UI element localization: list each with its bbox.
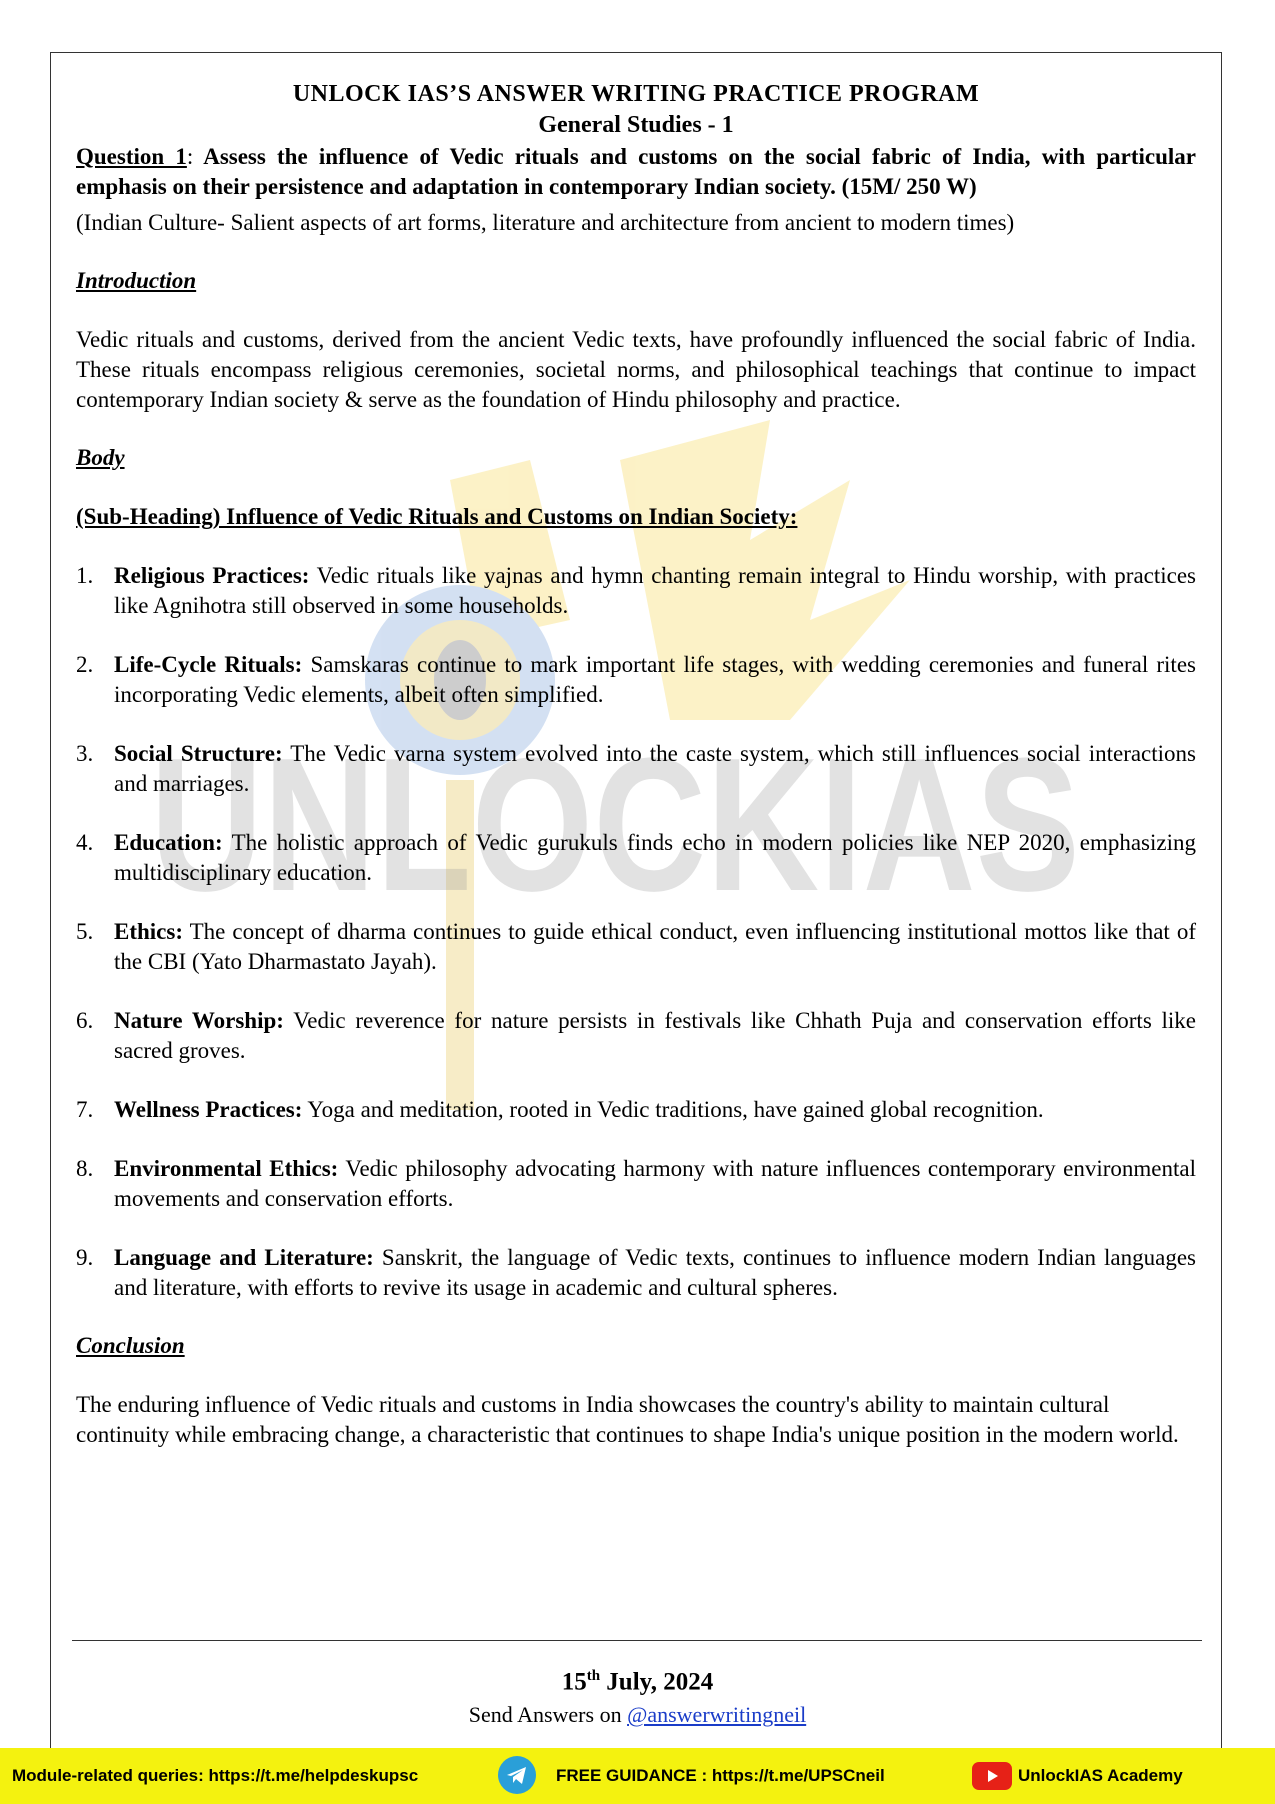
point-text: Sanskrit, the language of Vedic texts, continues to influence modern Indian languages and literature, with efforts to revive its usage in academic and cultural spheres.	[114, 1245, 1196, 1300]
question-separator: :	[186, 144, 194, 169]
point-number: 4.	[76, 830, 94, 855]
point-term: Nature Worship:	[114, 1008, 284, 1033]
youtube-icon	[972, 1762, 1012, 1790]
introduction-text: Vedic rituals and customs, derived from the ancient Vedic texts, have profoundly influenced the social fabric of India. These rituals encompass religious ceremonies, societal norms, and philosophical teachings that continue to impact contemporary Indian society & serve as the foundation of Hindu philosophy and practice.	[76, 327, 1196, 412]
footer-divider	[72, 1640, 1202, 1641]
list-item	[76, 561, 1196, 621]
list-item	[76, 1154, 1196, 1214]
date-rest: July, 2024	[600, 1668, 714, 1696]
watermark-text: UNLOCKIAS	[150, 719, 1080, 931]
answer-content	[76, 78, 1196, 1450]
point-term: Religious Practices:	[114, 563, 310, 588]
point-text: The holistic approach of Vedic gurukuls finds echo in modern policies like NEP 2020, emphasizing multidisciplinary education.	[114, 830, 1196, 885]
date-suffix: th	[586, 1668, 601, 1684]
list-item	[76, 650, 1196, 710]
list-item	[76, 1243, 1196, 1303]
question-label: Question 1	[76, 144, 187, 169]
point-text: Vedic rituals like yajnas and hymn chanting remain integral to Hindu worship, with practices like Agnihotra still observed in some households.	[114, 563, 1197, 618]
point-text: Vedic philosophy advocating harmony with nature influences contemporary environmental movements and conservation efforts.	[114, 1156, 1196, 1211]
body-heading: Body	[76, 445, 125, 470]
telegram-icon	[498, 1756, 536, 1794]
free-guidance-link[interactable]: FREE GUIDANCE : https://t.me/UPSCneil	[556, 1766, 885, 1785]
point-term: Life-Cycle Rituals:	[114, 652, 303, 677]
send-prefix: Send Answers on	[468, 1702, 628, 1727]
point-text: Yoga and meditation, rooted in Vedic traditions, have gained global recognition.	[302, 1097, 1044, 1122]
point-number: 7.	[76, 1097, 94, 1122]
introduction-heading: Introduction	[76, 268, 197, 293]
body-subheading: (Sub-Heading) Influence of Vedic Rituals and Customs on Indian Society:	[76, 504, 798, 529]
point-text: Vedic reverence for nature persists in festivals like Chhath Puja and conservation efforts like sacred groves.	[114, 1008, 1196, 1063]
youtube-channel-link[interactable]: UnlockIAS Academy	[1018, 1766, 1183, 1785]
point-text: The Vedic varna system evolved into the caste system, which still influences social interactions and marriages.	[114, 741, 1196, 796]
list-item	[76, 828, 1196, 888]
point-number: 1.	[76, 563, 94, 588]
point-number: 8.	[76, 1156, 94, 1181]
point-term: Education:	[114, 830, 223, 855]
paper-subtitle: General Studies - 1	[538, 112, 734, 138]
influence-points-list	[76, 561, 1196, 1303]
point-term: Environmental Ethics:	[114, 1156, 339, 1181]
footer-bar	[0, 1748, 1275, 1804]
conclusion-heading: Conclusion	[76, 1333, 185, 1358]
point-term: Language and Literature:	[114, 1245, 374, 1270]
question-text: Assess the influence of Vedic rituals and customs on the social fabric of India, with particular emphasis on their persistence and adaptation in contemporary Indian society. (15M/ 250 W)	[76, 144, 1196, 199]
submission-date	[0, 1668, 1275, 1696]
point-term: Social Structure:	[114, 741, 283, 766]
list-item	[76, 739, 1196, 799]
date-day: 15	[561, 1668, 587, 1696]
list-item	[76, 1006, 1196, 1066]
question-topic: (Indian Culture- Salient aspects of art forms, literature and architecture from ancient to modern times)	[76, 210, 1015, 235]
list-item	[76, 1095, 1196, 1125]
telegram-handle-link[interactable]: @answerwritingneil	[627, 1702, 807, 1727]
list-item	[76, 917, 1196, 977]
program-title: UNLOCK IAS’S ANSWER WRITING PRACTICE PROGRAM	[292, 81, 980, 107]
point-number: 2.	[76, 652, 94, 677]
question	[76, 142, 1196, 202]
point-term: Ethics:	[114, 919, 183, 944]
point-text: Samskaras continue to mark important life stages, with wedding ceremonies and funeral rites incorporating Vedic elements, albeit often simplified.	[114, 652, 1196, 707]
point-number: 5.	[76, 919, 94, 944]
point-number: 6.	[76, 1008, 94, 1033]
conclusion-text: The enduring influence of Vedic rituals and customs in India showcases the country's ability to maintain cultural continuity while embracing change, a characteristic that continues to shape India's unique position in the modern world.	[76, 1392, 1179, 1447]
point-text: The concept of dharma continues to guide ethical conduct, even influencing institutional mottos like that of the CBI (Yato Dharmastato Jayah).	[114, 919, 1196, 974]
point-term: Wellness Practices:	[114, 1097, 303, 1122]
send-answers-line	[0, 1702, 1275, 1728]
point-number: 9.	[76, 1245, 94, 1270]
module-queries-link[interactable]: Module-related queries: https://t.me/helpdeskupsc	[12, 1766, 419, 1785]
point-number: 3.	[76, 741, 94, 766]
